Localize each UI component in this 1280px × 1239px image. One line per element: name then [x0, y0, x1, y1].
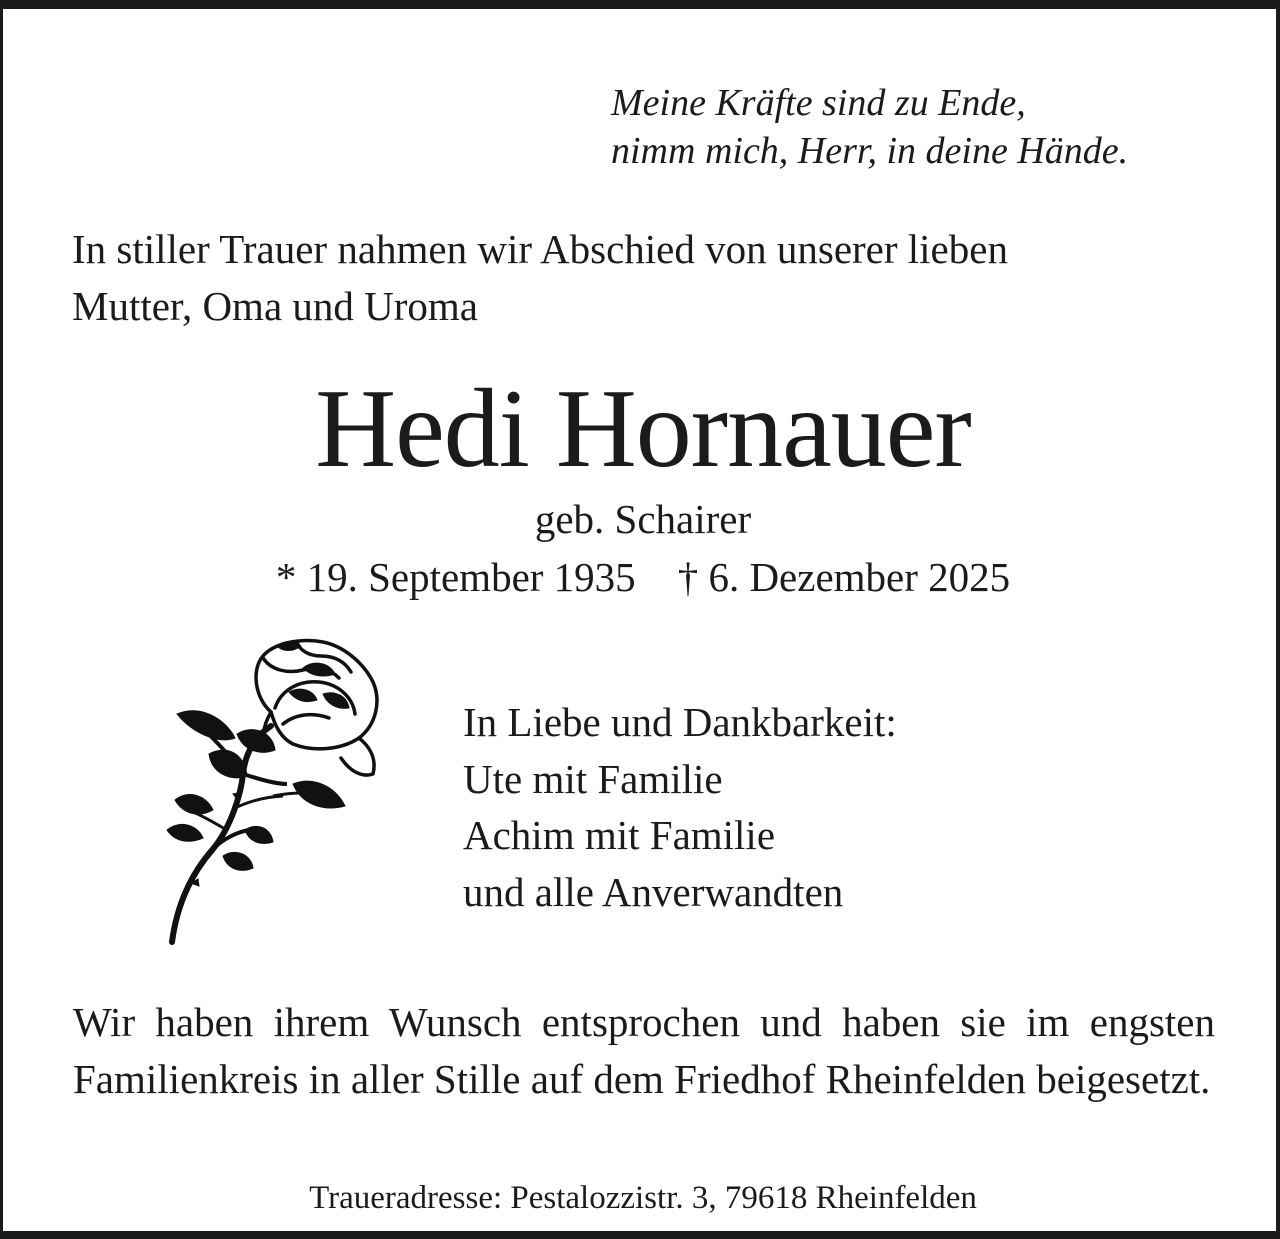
mourner-line: Ute mit Familie	[463, 755, 723, 802]
intro-text	[72, 221, 1008, 335]
intro-line-1: In stiller Trauer nahmen wir Abschied von unserer lieben	[72, 226, 1008, 272]
mourners-block	[463, 694, 897, 920]
verse-quote	[611, 79, 1128, 175]
mourner-line: und alle Anverwandten	[463, 868, 844, 915]
death-date: † 6. Dezember 2025	[677, 554, 1011, 600]
birth-date: * 19. September 1935	[275, 554, 636, 600]
burial-notice: Wir haben ihrem Wunsch entsprochen und haben sie im engsten Familienkreis in aller Stille auf dem Friedhof Rheinfelden beigesetzt.	[73, 999, 1215, 1102]
deceased-name: Hedi Hornauer	[315, 367, 971, 491]
birth-name: geb. Schairer	[534, 496, 752, 542]
condolence-address: Traueradresse: Pestalozzistr. 3, 79618 Rheinfelden	[309, 1180, 977, 1216]
mourners-heading: In Liebe und Dankbarkeit:	[463, 699, 897, 745]
verse-line-1: Meine Kräfte sind zu Ende,	[611, 82, 1026, 124]
verse-line-2: nimm mich, Herr, in deine Hände.	[611, 130, 1129, 172]
rose-icon	[163, 634, 385, 946]
intro-line-2: Mutter, Oma und Uroma	[72, 283, 478, 329]
mourner-line: Achim mit Familie	[463, 812, 776, 858]
life-dates	[3, 549, 1280, 605]
